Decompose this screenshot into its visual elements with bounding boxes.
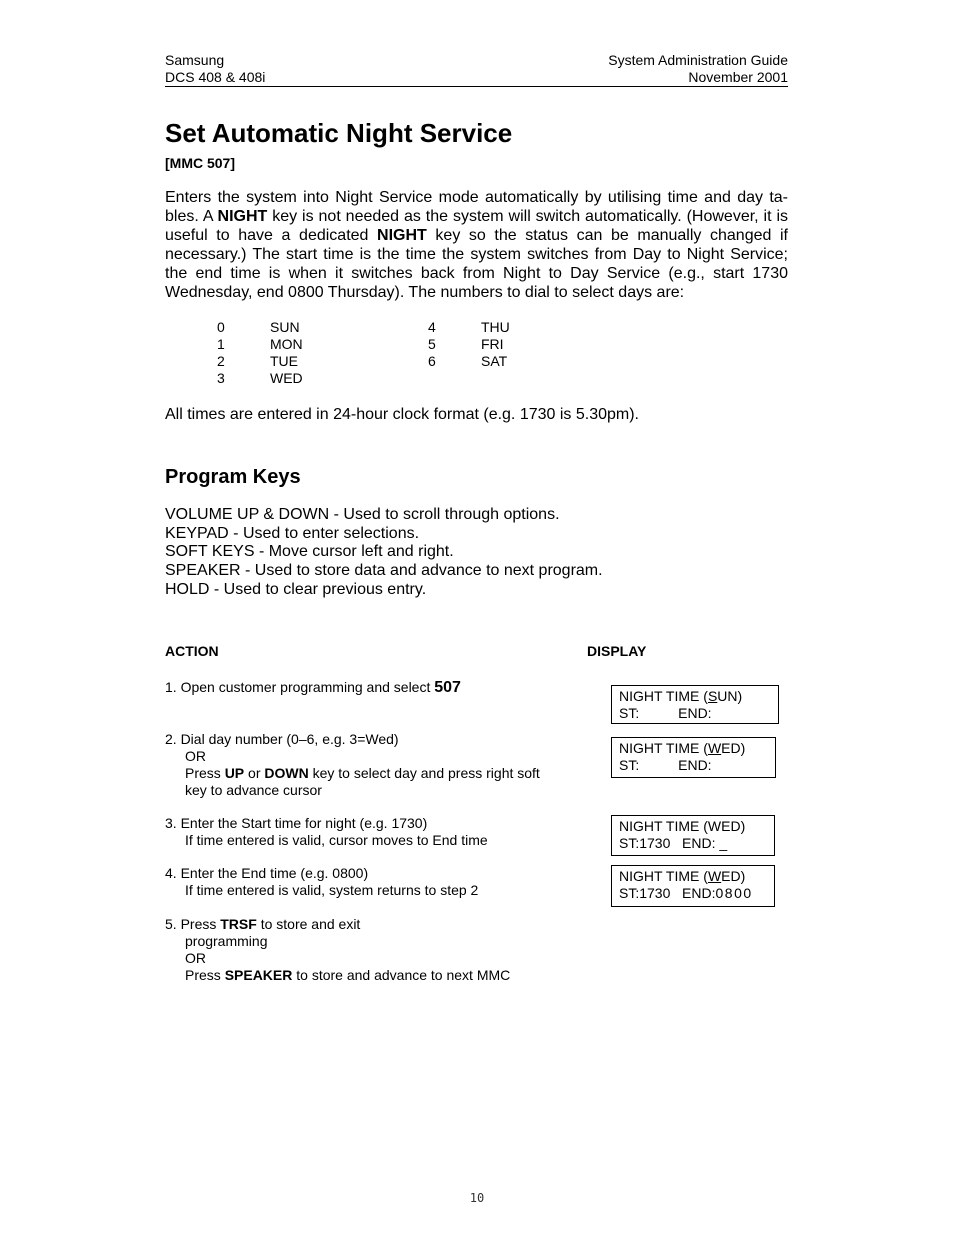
lcd-display-2	[611, 737, 776, 778]
step-2-alt	[165, 765, 540, 782]
lcd-end-value: 0800	[715, 884, 753, 901]
step-5-rest2: to store and advance to next MMC	[292, 967, 511, 983]
step-2-or: OR	[185, 748, 206, 764]
step-5	[165, 916, 510, 984]
page-title: Set Automatic Night Service	[165, 118, 513, 148]
day-number: 2	[217, 353, 225, 369]
speaker-key: SPEAKER	[224, 967, 293, 983]
step-3-line: If time entered is valid, cursor moves to End time	[185, 832, 488, 848]
lcd-display-3	[611, 815, 775, 856]
day-number: 0	[217, 319, 225, 335]
step-5-press2: Press	[185, 967, 225, 983]
day-name: WED	[270, 370, 303, 386]
day-number: 6	[428, 353, 436, 369]
up-key: UP	[224, 765, 245, 781]
header-product: DCS 408 & 408i	[165, 69, 266, 85]
program-key-item: KEYPAD - Used to enter selections.	[165, 524, 420, 542]
step-2-line: key to advance cursor	[185, 782, 322, 798]
mmc-code: [MMC 507]	[165, 155, 236, 171]
lcd-line-1: NIGHT TIME (WED)	[619, 818, 746, 834]
day-name: MON	[270, 336, 303, 352]
day-name: THU	[481, 319, 510, 335]
day-number: 3	[217, 370, 225, 386]
step-5-line	[165, 916, 510, 933]
day-name: TUE	[270, 353, 298, 369]
program-key-item: SPEAKER - Used to store data and advance to next program.	[165, 562, 603, 580]
page-number: 10	[469, 1191, 485, 1205]
lcd-cursor-char: W	[707, 740, 722, 756]
lcd-text: ED)	[721, 868, 746, 884]
lcd-cursor-char: W	[707, 868, 722, 884]
mmc-number: 507	[434, 679, 461, 696]
lcd-text: ED)	[721, 740, 746, 756]
times-note: All times are entered in 24-hour clock format (e.g. 1730 is 5.30pm).	[165, 406, 639, 423]
night-key-1: NIGHT	[217, 208, 268, 225]
day-name: SUN	[270, 319, 300, 335]
night-key-2: NIGHT	[377, 227, 427, 244]
day-number: 5	[428, 336, 436, 352]
lcd-line-2: ST:1730 END: _	[619, 834, 728, 851]
header-left	[165, 52, 265, 86]
step-2-rest: key to select day and press right soft	[308, 765, 540, 781]
step-2-line: 2. Dial day number (0–6, e.g. 3=Wed)	[165, 731, 399, 747]
intro-text-2: key is not needed as the system will switch automatically. (However, it is useful to have a dedicated	[165, 208, 789, 244]
intro-text-3: key so the status can be manually changed if necessary.) The start time is the time the system switches from Day to Night Service; the end time is when it switches back from Night to Day Service (e.g., start 1730 Wednesday, end 0800 Thursday). The numbers to dial to select days are:	[165, 227, 789, 301]
intro-text-1: Enters the system into Night Service mode automatically by utilising time and day ta-bles. A	[165, 189, 788, 225]
day-name: SAT	[481, 353, 508, 369]
step-5-press: 5. Press	[165, 916, 221, 932]
lcd-line-2: ST: END:	[619, 756, 712, 773]
step-2-press: Press	[185, 765, 225, 781]
intro-paragraph	[165, 188, 788, 302]
lcd-text: UN)	[717, 688, 743, 704]
day-number: 4	[428, 319, 436, 335]
header-right	[560, 52, 788, 86]
step-4	[165, 865, 478, 899]
lcd-cursor-char: S	[707, 688, 718, 704]
lcd-line-2: ST:1730 END:	[619, 884, 716, 901]
day-number: 1	[217, 336, 225, 352]
lcd-text: NIGHT TIME (	[619, 868, 708, 884]
program-keys-list	[165, 506, 603, 600]
header-divider	[165, 86, 788, 87]
header-company: Samsung	[165, 52, 225, 68]
step-4-line: 4. Enter the End time (e.g. 0800)	[165, 865, 369, 881]
trsf-key: TRSF	[220, 916, 257, 932]
step-2	[165, 731, 540, 799]
action-column-heading: ACTION	[165, 643, 219, 659]
lcd-display-1	[611, 685, 779, 724]
step-5-alt	[165, 967, 510, 984]
step-1	[165, 679, 461, 696]
step-4-line: If time entered is valid, system returns to step 2	[185, 882, 479, 898]
lcd-line-2: ST: END:	[619, 704, 712, 721]
lcd-text: NIGHT TIME (	[619, 688, 708, 704]
display-column-heading: DISPLAY	[587, 643, 647, 659]
header-doc-title: System Administration Guide	[608, 52, 788, 68]
step-3	[165, 815, 488, 849]
day-name: FRI	[481, 336, 504, 352]
program-key-item: SOFT KEYS - Move cursor left and right.	[165, 543, 454, 561]
program-key-item: VOLUME UP & DOWN - Used to scroll through options.	[165, 506, 560, 523]
down-key: DOWN	[264, 765, 309, 781]
step-3-line: 3. Enter the Start time for night (e.g. 1730)	[165, 815, 428, 831]
header-date: November 2001	[688, 69, 788, 85]
step-1-text: 1. Open customer programming and select	[165, 679, 435, 695]
step-5-rest: to store and exit	[256, 916, 361, 932]
step-5-line: programming	[185, 933, 268, 949]
lcd-display-4	[611, 865, 775, 907]
step-5-or: OR	[185, 950, 206, 966]
lcd-text: NIGHT TIME (	[619, 740, 708, 756]
program-keys-heading: Program Keys	[165, 466, 301, 488]
step-2-or-word: or	[244, 765, 265, 781]
program-key-item: HOLD - Used to clear previous entry.	[165, 580, 427, 598]
